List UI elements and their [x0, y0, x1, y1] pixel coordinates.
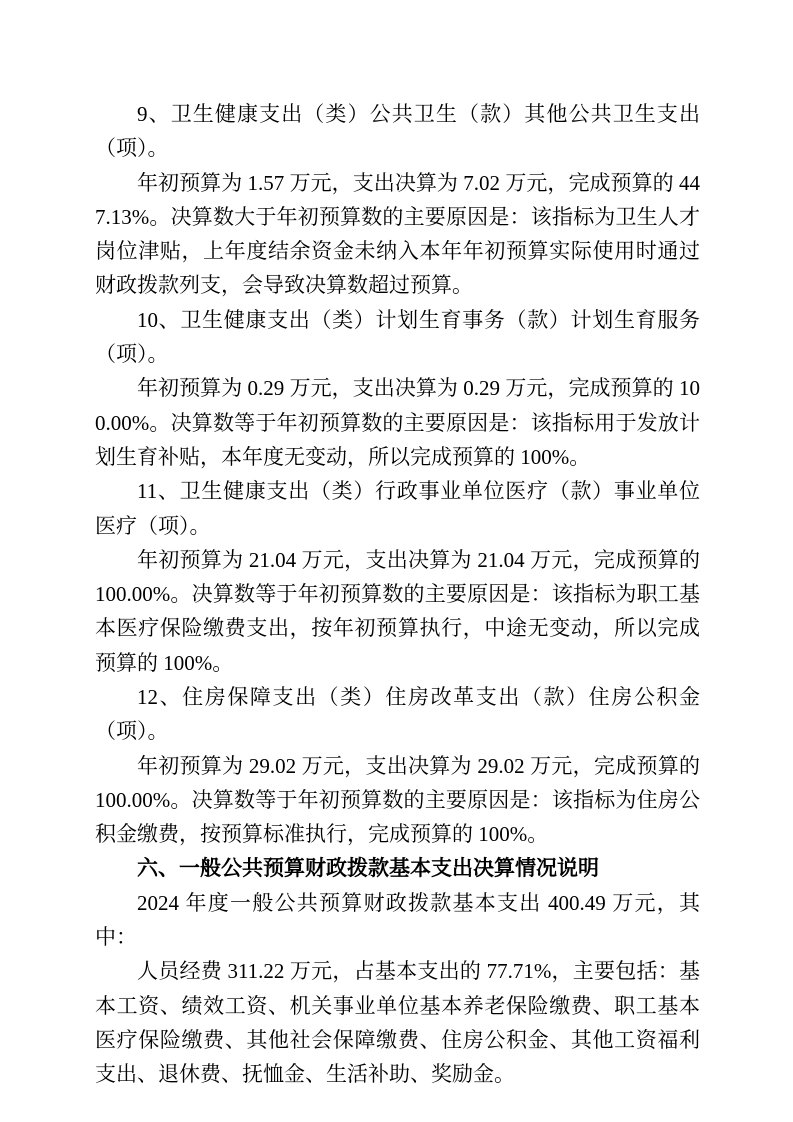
para-section6-total: 2024 年度一般公共预算财政拨款基本支出 400.49 万元，其中： — [95, 890, 700, 950]
section6-heading: 六、一般公共预算财政拨款基本支出决算情况说明 — [137, 856, 599, 880]
para-item12-title: 12、住房保障支出（类）住房改革支出（款）住房公积金（项）。 — [95, 685, 700, 744]
para-item11-title: 11、卫生健康支出（类）行政事业单位医疗（款）事业单位医疗（项）。 — [95, 479, 700, 538]
para-item9-title: 9、卫生健康支出（类）公共卫生（款）其他公共卫生支出（项）。 — [95, 102, 700, 161]
para-personnel-expense: 人员经费 311.22 万元，占基本支出的 77.71%，主要包括：基本工资、绩效工资、机关事业单位基本养老保险缴费、职工基本医疗保险缴费、其他社会保障缴费、住房公积金、其他工资福利支出、退休费、抚恤金、生活补助、奖励金。 — [95, 959, 700, 1087]
para-item12-detail: 年初预算为 29.02 万元，支出决算为 29.02 万元，完成预算的 100.00%。决算数等于年初预算数的主要原因是：该指标为住房公积金缴费，按预算标准执行，完成预算的 100%。 — [95, 753, 700, 847]
para-item10-title: 10、卫生健康支出（类）计划生育事务（款）计划生育服务（项）。 — [95, 307, 700, 367]
para-item10-detail: 年初预算为 0.29 万元，支出决算为 0.29 万元，完成预算的 100.00%。决算数等于年初预算数的主要原因是：该指标用于发放计划生育补贴，本年度无变动，所以完成预算的 100%。 — [95, 376, 700, 469]
para-item9-detail: 年初预算为 1.57 万元，支出决算为 7.02 万元，完成预算的 447.13%。决算数大于年初预算数的主要原因是：该指标为卫生人才岗位津贴，上年度结余资金未纳入本年年初预算实际使用时通过财政拨款列支，会导致决算数超过预算。 — [95, 170, 700, 298]
para-item11-detail: 年初预算为 21.04 万元，支出决算为 21.04 万元，完成预算的 100.00%。决算数等于年初预算数的主要原因是：该指标为职工基本医疗保险缴费支出，按年初预算执行，中途无变动，所以完成预算的 100%。 — [95, 547, 700, 675]
